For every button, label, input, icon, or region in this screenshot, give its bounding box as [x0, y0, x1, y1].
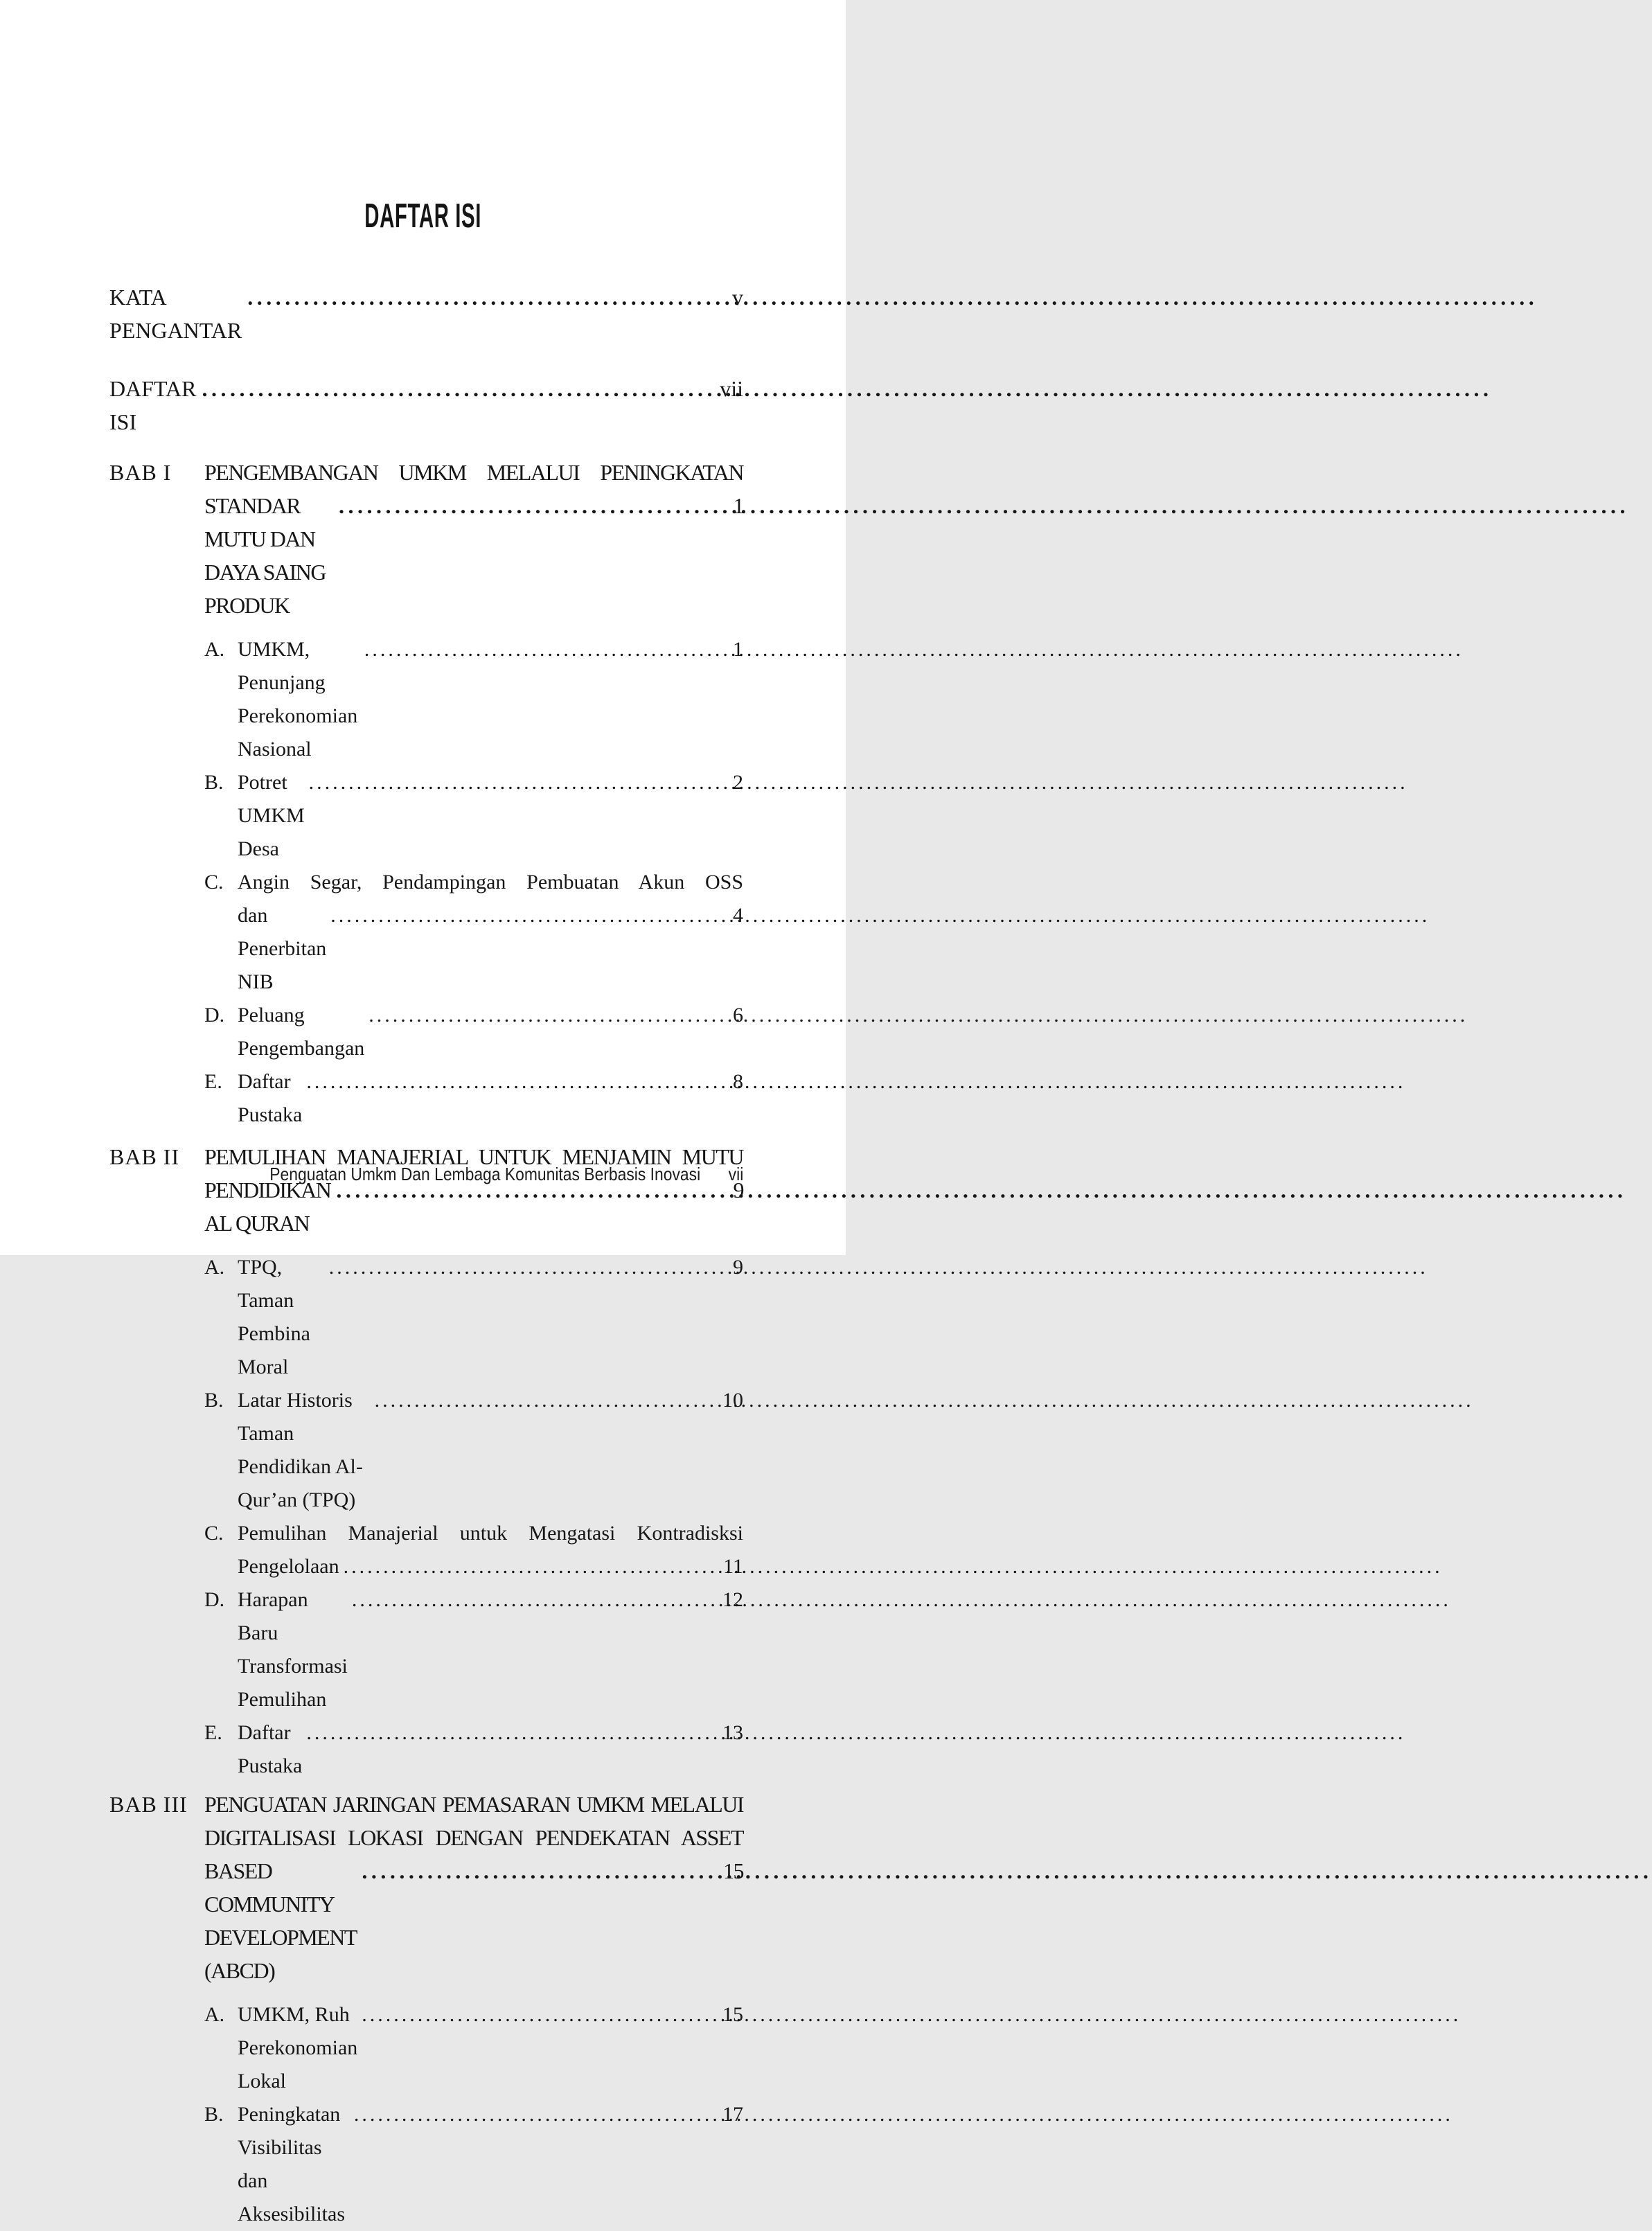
chapter-items: [204, 1998, 743, 2231]
chapter-title-text: STANDAR MUTU DAN DAYA SAING PRODUK: [204, 493, 326, 618]
item-letter: B.: [204, 771, 224, 794]
chapter-title-line: DIGITALISASI LOKASI DENGAN PENDEKATAN ASSET: [204, 1825, 743, 1850]
item-text: UMKM, Penunjang Perekonomian Nasional: [238, 638, 358, 761]
item-text: TPQ, Taman Pembina Moral: [238, 1256, 310, 1378]
item-text: Latar Historis Taman Pendidikan Al-Qur’an (TPQ): [238, 1389, 363, 1511]
dot-leader: [354, 2098, 718, 2131]
toc-item: [204, 766, 743, 866]
item-letter: E.: [204, 1721, 222, 1744]
toc-entry-label: KATA PENGANTAR: [109, 285, 242, 343]
dot-leader: [362, 1854, 719, 1887]
item-letter: B.: [204, 1389, 224, 1412]
chapter-title-lastline: [204, 489, 743, 622]
toc-entry-label: DAFTAR ISI: [109, 376, 197, 434]
chapter-title-text: PENDIDIKAN AL QURAN: [204, 1177, 331, 1236]
chapter-title-text: BASED COMMUNITY DEVELOPMENT (ABCD): [204, 1858, 357, 1983]
item-text: Daftar Pustaka: [238, 1070, 303, 1126]
item-letter: A.: [204, 2003, 225, 2026]
item-text: Harapan Baru Transformasi Pemulihan: [238, 1588, 348, 1711]
page-title-wrap: [0, 199, 846, 233]
footer-page-number: vii: [728, 1164, 743, 1184]
dot-leader: [247, 281, 728, 314]
item-text: dan Penerbitan NIB: [238, 904, 327, 993]
page-number: 11: [723, 1555, 743, 1578]
page-number: 12: [722, 1588, 743, 1611]
dot-leader: [330, 899, 729, 932]
item-letter: A.: [204, 638, 225, 661]
chapter-title-lastline: [204, 1854, 743, 1987]
page-footer: [205, 1162, 743, 1189]
item-letter: B.: [204, 2103, 224, 2126]
page-number: 8: [733, 1070, 743, 1093]
toc-item: [204, 1716, 743, 1783]
dot-leader: [329, 1251, 729, 1284]
dot-leader: [352, 1583, 718, 1617]
item-letter: A.: [204, 1256, 225, 1279]
item-text: UMKM, Ruh Perekonomian Lokal: [238, 2003, 358, 2092]
chapter-title-line: PENGUATAN JARINGAN PEMASARAN UMKM MELALUI: [204, 1792, 743, 1817]
page-number: 13: [722, 1721, 743, 1744]
page-number: 1: [733, 493, 743, 518]
toc-item: [204, 999, 743, 1065]
toc-item: [204, 866, 743, 999]
item-text: Potret UMKM Desa: [238, 771, 305, 860]
toc-item: [204, 1065, 743, 1132]
toc-item: [204, 1583, 743, 1716]
page-number: 4: [733, 904, 743, 927]
toc-item: [204, 2098, 743, 2231]
chapter-items: [204, 633, 743, 1132]
page-number: vii: [720, 376, 743, 401]
page-number: 9: [733, 1177, 743, 1202]
dot-leader: [368, 999, 729, 1032]
item-letter: C.: [204, 871, 224, 894]
toc-entry-kata-pengantar: [109, 281, 743, 347]
page-number: 2: [733, 771, 743, 794]
running-footer: [269, 1162, 743, 1186]
toc-item: [204, 633, 743, 766]
chapter-bab-3: [109, 1788, 743, 2231]
item-letter: D.: [204, 1588, 225, 1611]
dot-leader: [306, 1716, 718, 1750]
toc-item: [204, 1517, 743, 1583]
dot-leader: [339, 489, 729, 522]
dot-leader: [202, 372, 716, 405]
toc-content: [109, 281, 743, 2231]
item-text-line: Angin Segar, Pendampingan Pembuatan Akun OSS: [238, 871, 743, 894]
chapter-title-line: PEMULIHAN MANAJERIAL UNTUK MENJAMIN MUTU: [204, 1144, 743, 1169]
page-number: 17: [722, 2103, 743, 2126]
item-text-line: Pemulihan Manajerial untuk Mengatasi Kontradisksi: [238, 1522, 743, 1545]
item-text: Daftar Pustaka: [238, 1721, 303, 1777]
page-number: 9: [733, 1256, 743, 1279]
chapter-label: BAB II: [109, 1144, 180, 1169]
chapter-body: [204, 456, 743, 1132]
item-text: Peluang Pengembangan: [238, 1004, 365, 1060]
dot-leader: [344, 1550, 719, 1583]
chapter-title-line: PENGEMBANGAN UMKM MELALUI PENINGKATAN: [204, 460, 743, 485]
toc-item: [204, 1384, 743, 1517]
page-number: 15: [722, 2003, 743, 2026]
toc-item: [204, 1998, 743, 2098]
toc-item: [204, 1251, 743, 1384]
chapter-items: [204, 1251, 743, 1783]
item-letter: C.: [204, 1522, 224, 1545]
dot-leader: [362, 1998, 718, 2032]
chapter-body: [204, 1140, 743, 1783]
chapter-bab-1: [109, 456, 743, 1132]
page-title: DAFTAR ISI: [364, 197, 481, 235]
chapter-label: BAB I: [109, 460, 172, 485]
toc-entry-daftar-isi: [109, 372, 743, 438]
chapter-label: BAB III: [109, 1792, 188, 1817]
page-number: v: [732, 285, 743, 310]
chapter-body: [204, 1788, 743, 2231]
page-number: 6: [733, 1004, 743, 1026]
page-number: 10: [722, 1389, 743, 1412]
page-number: 1: [733, 638, 743, 661]
item-letter: D.: [204, 1004, 225, 1026]
item-text: Pengelolaan: [238, 1555, 339, 1578]
dot-leader: [375, 1384, 718, 1417]
item-letter: E.: [204, 1070, 222, 1093]
dot-leader: [306, 1065, 729, 1099]
footer-text: Penguatan Umkm Dan Lembaga Komunitas Berbasis Inovasi: [269, 1164, 700, 1184]
page-number: 15: [723, 1858, 743, 1883]
item-text: Peningkatan Visibilitas dan Aksesibilitas: [238, 2103, 345, 2225]
dot-leader: [309, 766, 729, 799]
dot-leader: [364, 633, 729, 666]
chapter-bab-2: [109, 1140, 743, 1783]
